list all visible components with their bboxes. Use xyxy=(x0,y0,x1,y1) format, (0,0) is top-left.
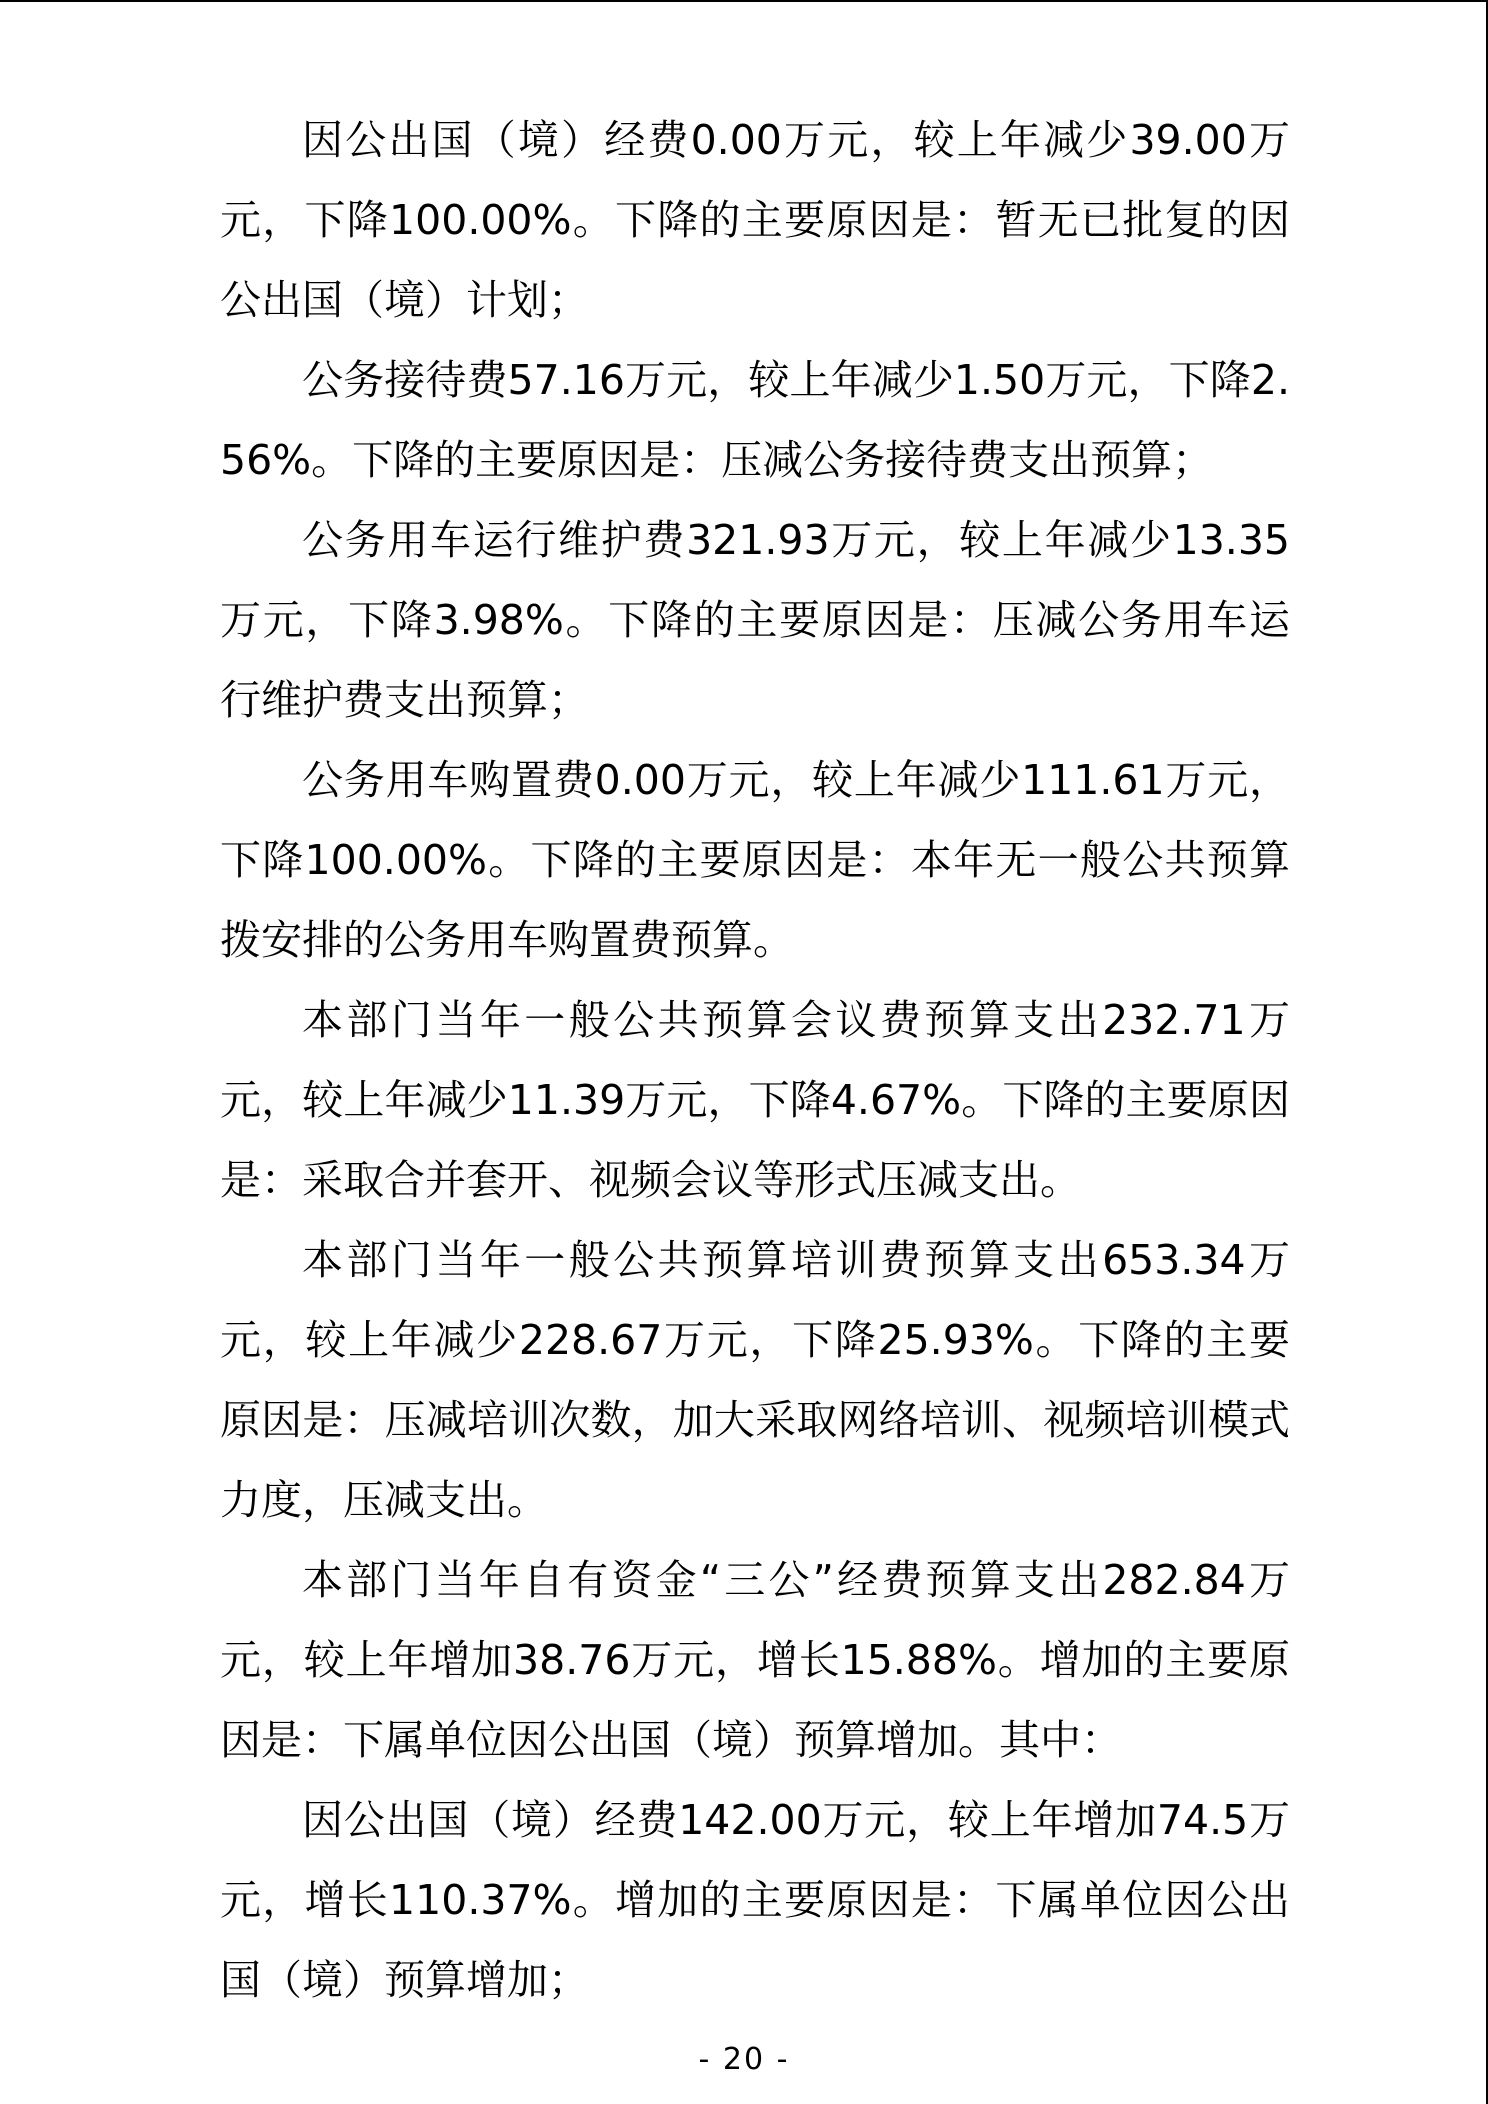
document-body xyxy=(220,100,1290,2020)
page-number: - 20 - xyxy=(698,2042,790,2077)
paragraph-reception: 公务接待费57.16万元，较上年减少1.50万元，下降2.56%。下降的主要原因是：压减公务接待费支出预算； xyxy=(220,356,1290,484)
paragraph-meeting-fee: 本部门当年一般公共预算会议费预算支出232.71万元，较上年减少11.39万元，下降4.67%。下降的主要原因是：采取合并套开、视频会议等形式压减支出。 xyxy=(220,996,1290,1204)
paragraph-training-fee: 本部门当年一般公共预算培训费预算支出653.34万元，较上年减少228.67万元，下降25.93%。下降的主要原因是：压减培训次数，加大采取网络培训、视频培训模式力度，压减支出。 xyxy=(220,1236,1290,1524)
paragraph-self-funded-three-public: 本部门当年自有资金“三公”经费预算支出282.84万元，较上年增加38.76万元，增长15.88%。增加的主要原因是：下属单位因公出国（境）预算增加。其中： xyxy=(220,1556,1290,1764)
paragraph-overseas-travel: 因公出国（境）经费0.00万元，较上年减少39.00万元，下降100.00%。下降的主要原因是：暂无已批复的因公出国（境）计划； xyxy=(220,116,1290,324)
paragraph-vehicle-purchase: 公务用车购置费0.00万元，较上年减少111.61万元，下降100.00%。下降的主要原因是：本年无一般公共预算拨安排的公务用车购置费预算。 xyxy=(220,756,1290,964)
paragraph-self-funded-overseas-travel: 因公出国（境）经费142.00万元，较上年增加74.5万元，增长110.37%。增加的主要原因是：下属单位因公出国（境）预算增加； xyxy=(220,1796,1290,2004)
paragraph-vehicle-maintenance: 公务用车运行维护费321.93万元，较上年减少13.35万元，下降3.98%。下降的主要原因是：压减公务用车运行维护费支出预算； xyxy=(220,516,1290,724)
